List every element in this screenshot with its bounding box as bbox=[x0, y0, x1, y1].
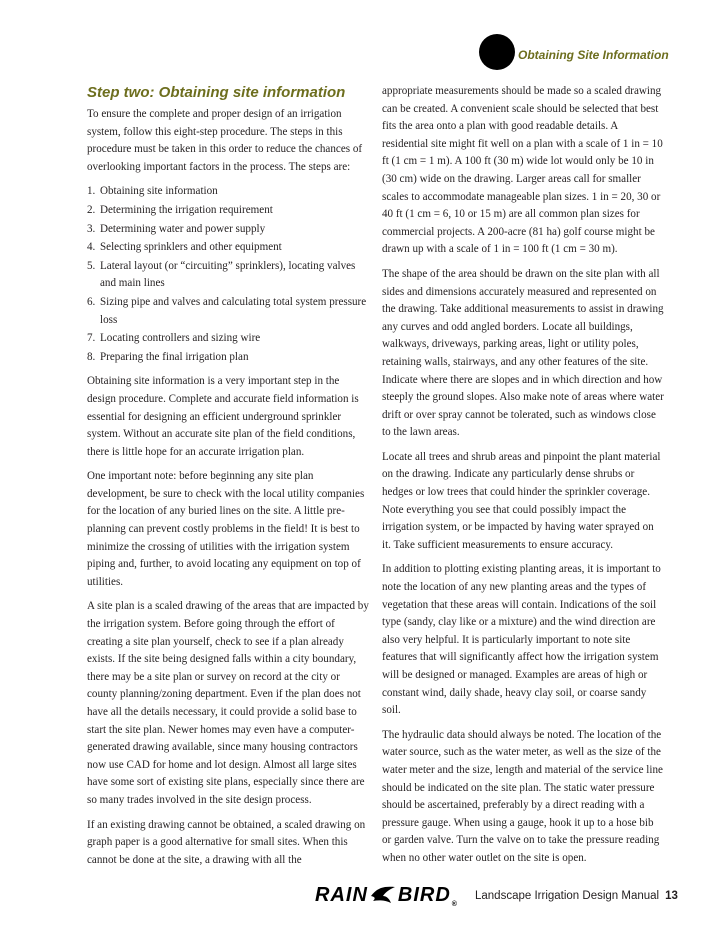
left-column bbox=[87, 83, 369, 876]
body-paragraph: One important note: before beginning any site plan development, be sure to check with the local utility companies for the location of any buried lines on the site. A little pre-planning can prevent costly problems in the field! It is best to minimize the crossing of utilities with the irrigation system piping and, further, to avoid locating any equipment on top of utilities. bbox=[87, 470, 365, 588]
page-header bbox=[0, 0, 728, 80]
list-item-number: 8. bbox=[87, 350, 96, 363]
list-item bbox=[87, 239, 369, 257]
steps-list bbox=[87, 183, 369, 366]
page-number: 13 bbox=[665, 890, 678, 902]
bird-icon bbox=[369, 884, 397, 906]
page-footer bbox=[0, 860, 728, 920]
list-item-number: 5. bbox=[87, 259, 96, 272]
body-paragraph: If an existing drawing cannot be obtained, a scaled drawing on graph paper is a good alternative for small sites. When this cannot be done at the site, a drawing with all the bbox=[87, 818, 366, 866]
list-item-number: 4. bbox=[87, 241, 96, 254]
right-column bbox=[382, 83, 664, 875]
list-item bbox=[87, 183, 369, 201]
logo-text-bird: BIRD bbox=[397, 883, 451, 906]
section-heading: Step two: Obtaining site information bbox=[87, 84, 346, 101]
registered-mark: ® bbox=[451, 901, 458, 908]
intro-paragraph: To ensure the complete and proper design of an irrigation system, follow this eight-step procedure. The steps in this procedure must be taken in this order to reduce the chances of overlooking important factors in the process. The steps are: bbox=[87, 108, 363, 173]
manual-title: Landscape Irrigation Design Manual bbox=[475, 890, 660, 902]
list-item bbox=[87, 258, 369, 293]
rain-bird-logo bbox=[315, 882, 458, 908]
section-marker-circle bbox=[479, 34, 515, 70]
running-header-title: Obtaining Site Information bbox=[518, 48, 669, 62]
body-paragraph: The hydraulic data should always be noted. The location of the water source, such as the water meter, as well as the size of the water meter and the size, length and material of the service line should be indicated on the site plan. The static water pressure should be ascertained, preferably by a direct reading with a pressure gauge. When using a gauge, hook it up to a hose bib or garden valve. Turn the valve on to take the pressure reading when no other water outlet on the site is open. bbox=[382, 728, 663, 864]
list-item-text: Determining the irrigation requirement bbox=[100, 203, 273, 216]
body-paragraph: In addition to plotting existing planting areas, it is important to note the location of any new planting areas and the types of vegetation that these areas will contain. Indications of the soil type (sandy, clay like or a mixture) and the wind direction are also very helpful. It is particularly important to note site features that will significantly affect how the irrigation system will be designed or managed. Examples are areas of high or constant wind, daily shade, heavy clay soil, or coarse sandy soil. bbox=[382, 563, 661, 717]
list-item-text: Sizing pipe and valves and calculating total system pressure loss bbox=[100, 295, 367, 326]
list-item-number: 7. bbox=[87, 332, 96, 345]
list-item-text: Determining water and power supply bbox=[100, 222, 266, 235]
list-item bbox=[87, 294, 369, 329]
list-item-number: 2. bbox=[87, 203, 96, 216]
list-item bbox=[87, 330, 369, 348]
list-item bbox=[87, 221, 369, 239]
list-item bbox=[87, 349, 369, 367]
body-paragraph: Locate all trees and shrub areas and pinpoint the plant material on the drawing. Indicate any particularly dense shrubs or hedges or low trees that could hinder the sprinkler coverage. Note everything you see that could possibly impact the irrigation system, or be impacted by having water sprayed on it. Take sufficient measurements to ensure accuracy. bbox=[382, 450, 661, 551]
list-item-text: Obtaining site information bbox=[100, 185, 218, 198]
footer-caption bbox=[475, 890, 678, 902]
list-item-text: Lateral layout (or “circuiting” sprinklers), locating valves and main lines bbox=[100, 259, 356, 290]
logo-text-rain: RAIN bbox=[315, 883, 368, 906]
body-paragraph: The shape of the area should be drawn on the site plan with all sides and dimensions accurately measured and represented on the drawing. Take additional measurements to assist in drawing any curves and odd angled borders. Locate all buildings, walkways, driveways, parking areas, light or utility poles, retaining walls, stairways, and any other features of the site. Indicate where there are slopes and in which direction and how steeply the ground slopes. Also make note of areas where water drift or over spray cannot be tolerated, such as windows close to the lawn areas. bbox=[382, 267, 664, 439]
list-item-number: 1. bbox=[87, 185, 96, 198]
list-item-number: 3. bbox=[87, 222, 96, 235]
body-paragraph: appropriate measurements should be made so a scaled drawing can be created. A convenient scale should be selected that best fits the area onto a plan with good readable details. A residential site might fit well on a plan with a scale of 1 in = 10 ft (1 cm = 1 m). A 100 ft (30 m) wide lot would only be 10 in (30 cm) wide on the drawing. Larger areas call for smaller scales to accommodate manageable plan sizes. 1 in = 20, 30 or 40 ft (1 cm = 6, 10 or 15 m) are all common plan sizes for commercial projects. A 200-acre (81 ha) golf course might be drawn up with a scale of 1 in = 100 ft (1 cm = 30 m). bbox=[382, 85, 663, 256]
body-paragraph: Obtaining site information is a very important step in the design procedure. Complete and accurate field information is essential for designing an efficient underground sprinkler system. Without an accurate site plan of the field conditions, there is little hope for an accurate irrigation plan. bbox=[87, 375, 359, 458]
list-item-text: Locating controllers and sizing wire bbox=[100, 332, 261, 345]
list-item-number: 6. bbox=[87, 295, 96, 308]
list-item-text: Selecting sprinklers and other equipment bbox=[100, 241, 282, 254]
body-paragraph: A site plan is a scaled drawing of the areas that are impacted by the irrigation system. Before going through the effort of creating a site plan yourself, check to see if a plan already exists. If the site being designed falls within a city boundary, there may be a site plan or survey on record at the city or county planning/zoning department. Even if the plan does not have all the details necessary, it could provide a solid base to start the site plan. Newer homes may even have a computer-generated drawing available, since many housing contractors now use CAD for home and lot design. Almost all large sites have some sort of existing site plans, especially since there are so many trades involved in the site design process. bbox=[87, 600, 369, 806]
list-item bbox=[87, 202, 369, 220]
list-item-text: Preparing the final irrigation plan bbox=[100, 350, 249, 363]
